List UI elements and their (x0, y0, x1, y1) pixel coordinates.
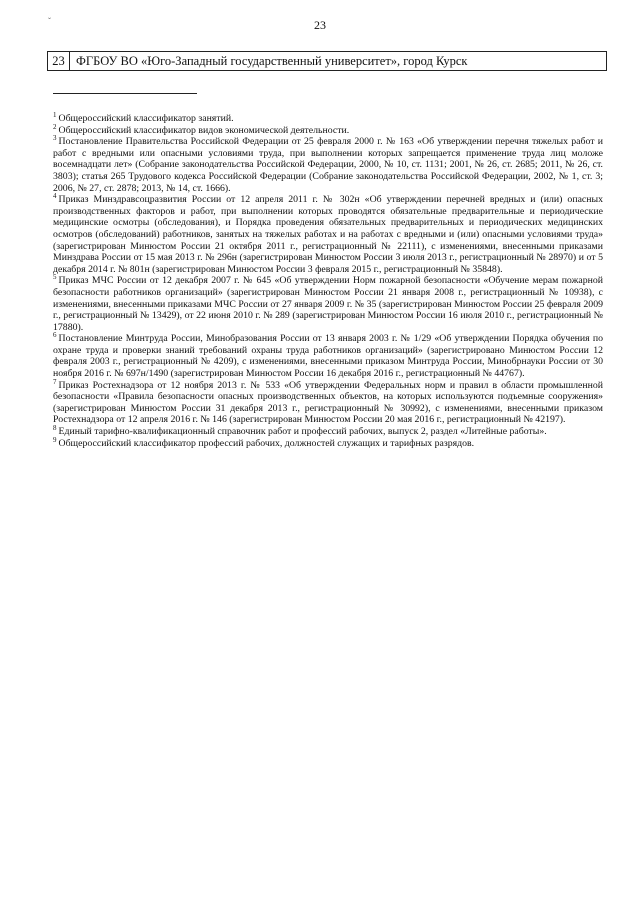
footnote-text: Общероссийский классификатор профессий рабочих, должностей служащих и тарифных разрядов. (58, 437, 475, 449)
footnote-marker: 5 (53, 273, 57, 282)
footnote (53, 435, 603, 450)
footnotes (53, 113, 603, 449)
footnote-marker: 7 (53, 377, 57, 386)
footnote-text: Единый тарифно-квалификационный справочник работ и профессий рабочих, выпуск 2, раздел «Литейные работы». (58, 426, 547, 438)
footnote-text: Приказ Ростехнадзора от 12 ноября 2013 г. № 533 «Об утверждении Федеральных норм и правил в области промышленной безопасности «Правила безопасности опасных производственных объектов, на которых используются подъемные сооружения» (зарегистрирован Минюстом России 31 декабря 2013 г., регистрационный № 30992), с изменениями, внесенными приказом Ростехнадзора от 12 апреля 2016 г. № 146 (зарегистрирован Минюстом России 20 мая 2016 г., регистрационный № 42197). (53, 379, 603, 426)
footnote-text: Постановление Правительства Российской Федерации от 25 февраля 2000 г. № 163 «Об утверждении перечня тяжелых работ и работ с вредными или опасными условиями труда, при выполнении которых запрещается применение труда лиц моложе восемнадцати лет» (Собрание законодательства Российской Федерации, 2000, № 10, ст. 1131; 2001, № 26, ст. 2685; 2011, № 26, ст. 3803); статья 265 Трудового кодекса Российской Федерации (Собрание законодательства Российской Федерации, 2002, № 1, ст. 3; 2006, № 27, ст. 2878; 2013, № 14, ст. 1666). (53, 136, 603, 194)
scan-mark: ˇ (48, 16, 51, 26)
footnote (53, 333, 603, 379)
footnote (53, 377, 603, 426)
footnote-marker: 1 (53, 111, 57, 119)
organization-row-number: 23 (48, 52, 70, 70)
footnote-marker: 3 (53, 134, 57, 143)
footnote-marker: 2 (53, 122, 57, 131)
footnote (53, 194, 603, 275)
footnote-text: Приказ Минздравсоцразвития России от 12 апреля 2011 г. № 302н «Об утверждении перечней вредных и (или) опасных производственных факторов и работ, при выполнении которых проводятся обязательные предварительные и периодические медицинские осмотры (обследования), и Порядка проведения обязательных предварительных и периодических медицинских осмотров (обследований) работников, занятых на тяжелых работах и на работах с вредными и (или) опасными условиями труда» (зарегистрирован Минюстом России 21 октября 2011 г., регистрационный № 22111), с изменениями, внесенными приказами Минздрава России от 15 мая 2013 г. № 296н (зарегистрирован Минюстом России 3 июля 2013 г., регистрационный № 28970) и от 5 декабря 2014 г. № 801н (зарегистрирован Минюстом России 3 февраля 2015 г., регистрационный № 35848). (53, 194, 603, 275)
organization-name: ФГБОУ ВО «Юго-Западный государственный университет», город Курск (76, 54, 468, 68)
footnote (53, 426, 603, 438)
footnote-marker: 6 (53, 331, 57, 340)
footnote-marker: 8 (53, 424, 57, 433)
footnote-text: Общероссийский классификатор видов экономической деятельности. (58, 124, 350, 136)
footnote (53, 113, 603, 125)
footnote-text: Постановление Минтруда России, Минобразования России от 13 января 2003 г. № 1/29 «Об утверждении Порядка обучения по охране труда и проверки знаний требований охраны труда работников организаций» (зарегистрировано Минюстом России 12 февраля 2003 г., регистрационный № 4209), с изменениями, внесенными приказом Минтруда России, Минобрнауки России от 30 ноября 2016 г. № 697н/1490 (зарегистрирован Минюстом России 16 декабря 2016 г., регистрационный № 44767). (53, 333, 603, 380)
footnote-text: Приказ МЧС России от 12 декабря 2007 г. № 645 «Об утверждении Норм пожарной безопасности «Обучение мерам пожарной безопасности работников организаций» (зарегистрирован Минюстом России 21 января 2008 г., регистрационный № 10938), с изменениями, внесенными приказами МЧС России от 27 января 2009 г. № 35 (зарегистрирован Минюстом России 25 февраля 2009 г., регистрационный № 13429), от 22 июня 2010 г. № 289 (зарегистрирован Минюстом России 16 июля 2010 г., регистрационный № 17880). (53, 275, 603, 333)
footnote-marker: 9 (53, 435, 57, 444)
footnote (53, 122, 603, 137)
footnote (53, 275, 603, 333)
footnote-marker: 4 (53, 192, 57, 201)
footnote-text: Общероссийский классификатор занятий. (58, 113, 234, 124)
footnote-separator (53, 93, 197, 94)
page-number: 23 (314, 18, 326, 32)
footnote (53, 136, 603, 194)
organization-row (47, 51, 607, 71)
